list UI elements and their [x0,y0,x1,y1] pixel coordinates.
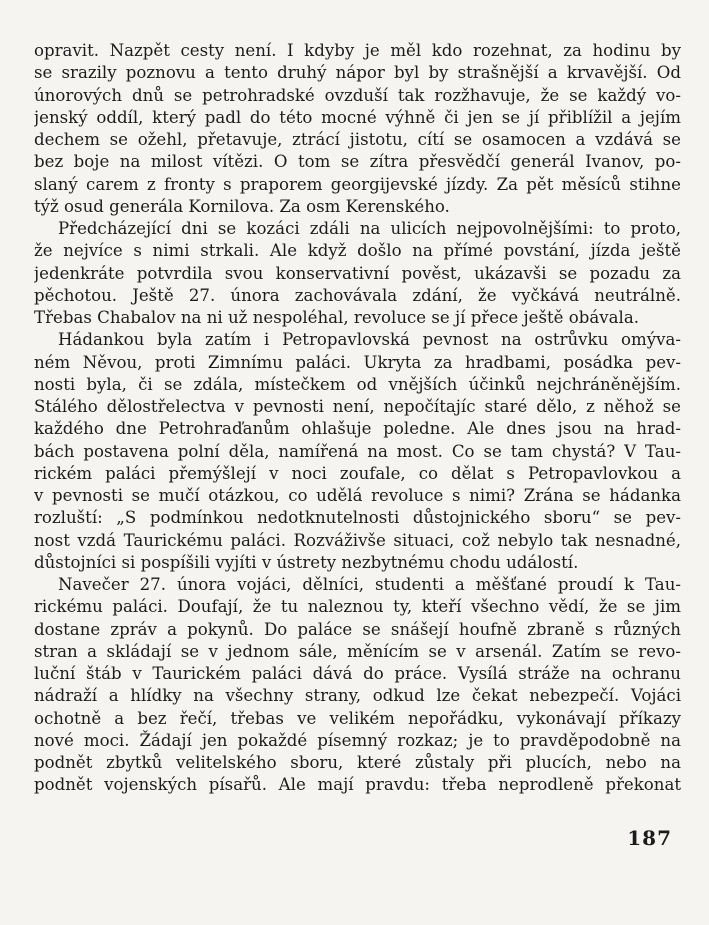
text-line: podnět vojenských písařů. Ale mají pravdu: třeba neprodleně překonat [34,775,681,795]
text-line: bách postavena polní děla, namířená na most. Co se tam chystá? V Tau- [34,441,681,461]
text-line: rickém paláci přemýšlejí v noci zoufale, co dělat s Petropavlovkou a [34,463,681,483]
paragraph [34,40,681,218]
text-line: podnět zbytků velitelského sboru, které zůstaly při plucích, nebo na [34,753,681,772]
paragraph [34,329,681,574]
body-text [34,40,681,797]
paragraph [34,574,681,797]
text-line: ném Něvou, proti Zimnímu paláci. Ukryta za hradbami, posádka pev- [34,352,681,372]
text-line: slaný carem z fronty s praporem georgijevské jízdy. Za pět měsíců stihne [34,174,681,194]
text-line: opravit. Nazpět cesty není. I kdyby je měl kdo rozehnat, za hodinu by [34,41,681,60]
text-line: týž osud generála Kornilova. Za osm Kerenského. [34,196,450,216]
text-line: Navečer 27. února vojáci, dělníci, studenti a měšťané proudí k Tau- [58,575,681,594]
text-line: že nejvíce s nimi strkali. Ale když došlo na přímé povstání, jízda ještě [34,241,681,261]
text-line: nost vzdá Taurickému paláci. Rozváživše situaci, což nebylo tak nesnadné, [34,530,681,550]
text-line: v pevnosti se mučí otázkou, co udělá revoluce s nimi? Zrána se hádanka [34,486,681,505]
text-line: Třebas Chabalov na ni už nespoléhal, revoluce se jí přece ještě obávala. [34,308,639,327]
text-line: Hádankou byla zatím i Petropavlovská pevnost na ostrůvku omýva- [58,330,681,350]
text-line: rickému paláci. Doufají, že tu naleznou ty, kteří všechno vědí, že se jim [34,597,681,617]
text-line: ochotně a bez řečí, třebas ve velikém nepořádku, vykonávají příkazy [34,708,681,728]
text-line: Předcházející dni se kozáci zdáli na ulicích nejpovolnějšími: to proto, [58,219,681,238]
text-line: dostane zpráv a pokynů. Do paláce se snášejí houfně zbraně s různých [34,619,681,639]
text-line: dechem se ožehl, přetavuje, ztrácí jistotu, cítí se osamocen a vzdává se [34,130,681,149]
text-line: každého dne Petrohraďanům ohlašuje poledne. Ale dnes jsou na hrad- [34,419,681,439]
text-line: bez boje na milost vítězi. O tom se zítra přesvědčí generál Ivanov, po- [34,152,681,172]
paragraph [34,218,681,329]
text-line: únorových dnů se petrohradské ovzduší tak rozžhavuje, že se každý vo- [34,85,681,105]
text-line: luční štáb v Taurickém paláci dává do práce. Vysílá stráže na ochranu [34,664,681,683]
page-number: 187 [627,826,672,850]
text-line: důstojníci si pospíšili vyjíti v ústrety nezbytnému chodu událostí. [34,552,579,572]
text-line: stran a skládají se v jednom sále, měnícím se v arsenál. Zatím se revo- [34,641,681,661]
text-line: se srazily poznovu a tento druhý nápor byl by strašnější a krvavější. Od [34,63,681,83]
text-line: jenský oddíl, který padl do této mocné výhně či jen se jí přiblížil a jejím [34,107,681,127]
text-line: pěchotou. Ještě 27. února zachovávala zdání, že vyčkává neutrálně. [34,285,681,305]
text-line: Stálého dělostřelectva v pevnosti není, nepočítajíc staré dělo, z něhož se [34,397,681,416]
text-line: jedenkráte potvrdila svou konservativní pověst, ukázavši se pozadu za [34,263,681,283]
text-line: nové moci. Žádají jen pokaždé písemný rozkaz; je to pravděpodobně na [34,730,681,750]
text-line: nosti byla, či se zdála, místečkem od vnějších účinků nejchráněnějším. [34,374,681,394]
text-line: rozluští: „S podmínkou nedotknutelnosti důstojnického sboru“ se pev- [34,508,681,528]
text-line: nádraží a hlídky na všechny strany, odkud lze čekat nebezpečí. Vojáci [34,686,681,706]
